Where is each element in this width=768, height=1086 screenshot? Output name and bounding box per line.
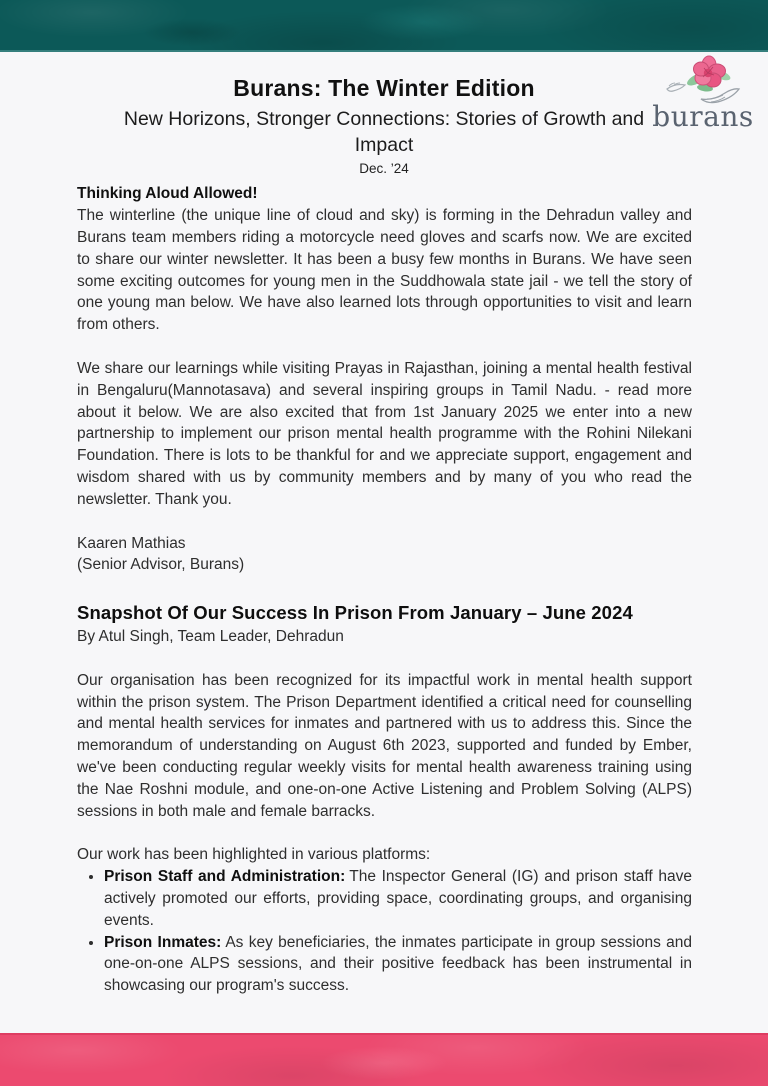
signature-name: Kaaren Mathias	[77, 534, 186, 552]
top-teal-banner	[0, 0, 768, 52]
newsletter-body	[0, 176, 768, 997]
intro-paragraph-1: The winterline (the unique line of cloud and sky) is forming in the Dehradun valley and Burans team members riding a motorcycle need gloves and scarfs now. We are excited to share our winter newsletter. It has been a busy few months in Burans. We have seen some exciting outcomes for young men in the Suddhowala state jail - we tell the story of one young man below. We have also learned lots through opportunities to visit and learn from others.	[77, 207, 692, 334]
platforms-list	[77, 866, 692, 997]
signature-role: (Senior Advisor, Burans)	[77, 556, 245, 574]
newsletter-title: Burans: The Winter Edition	[233, 75, 535, 101]
snapshot-section-heading: Snapshot Of Our Success In Prison From January – June 2024	[77, 602, 633, 624]
newsletter-subtitle: New Horizons, Stronger Connections: Stories of Growth and Impact	[123, 108, 645, 156]
bullet-label: Prison Staff and Administration:	[104, 868, 346, 886]
newsletter-date: Dec. ’24	[359, 161, 409, 177]
bullet-text: The Inspector General (IG) and prison staff have actively promoted our efforts, providing space, coordinating groups, and organising events.	[104, 868, 692, 929]
snapshot-byline: By Atul Singh, Team Leader, Dehradun	[77, 628, 344, 646]
bullet-text: As key beneficiaries, the inmates participate in group sessions and one-on-one ALPS sessions, and their positive feedback has been instrumental in showcasing our program's success.	[104, 933, 693, 995]
snapshot-paragraph-1: Our organisation has been recognized for its impactful work in mental health support within the prison system. The Prison Department identified a critical need for counselling and mental health services for inmates and partnered with us to address this. Since the memorandum of understanding on August 6th 2023, supported and funded by Ember, we've been conducting regular weekly visits for mental health awareness training using the Nae Roshni module, and one-on-one Active Listening and Problem Solving (ALPS) sessions in both male and female barracks.	[77, 671, 692, 820]
burans-wordmark: burans	[652, 100, 754, 133]
platforms-intro: Our work has been highlighted in various platforms:	[77, 846, 431, 864]
burans-logo	[642, 55, 764, 131]
intro-paragraph-2: We share our learnings while visiting Prayas in Rajasthan, joining a mental health festival in Bengaluru(Mannotasava) and several inspiring groups in Tamil Nadu. - read more about it below. We are also excited that from 1st January 2025 we enter into a new partnership to implement our prison mental health programme with the Rohini Nilekani Foundation. There is lots to be thankful for and we appreciate support, engagement and wisdom shared with us by community members and by many of you who read the newsletter. Thank you.	[77, 360, 692, 508]
bullet-label: Prison Inmates:	[104, 933, 222, 951]
platform-item-prison-inmates	[104, 932, 692, 997]
platform-item-prison-staff	[104, 866, 692, 931]
intro-heading: Thinking Aloud Allowed!	[77, 185, 258, 203]
bottom-pink-banner	[0, 1033, 768, 1086]
signature-block	[77, 533, 692, 577]
